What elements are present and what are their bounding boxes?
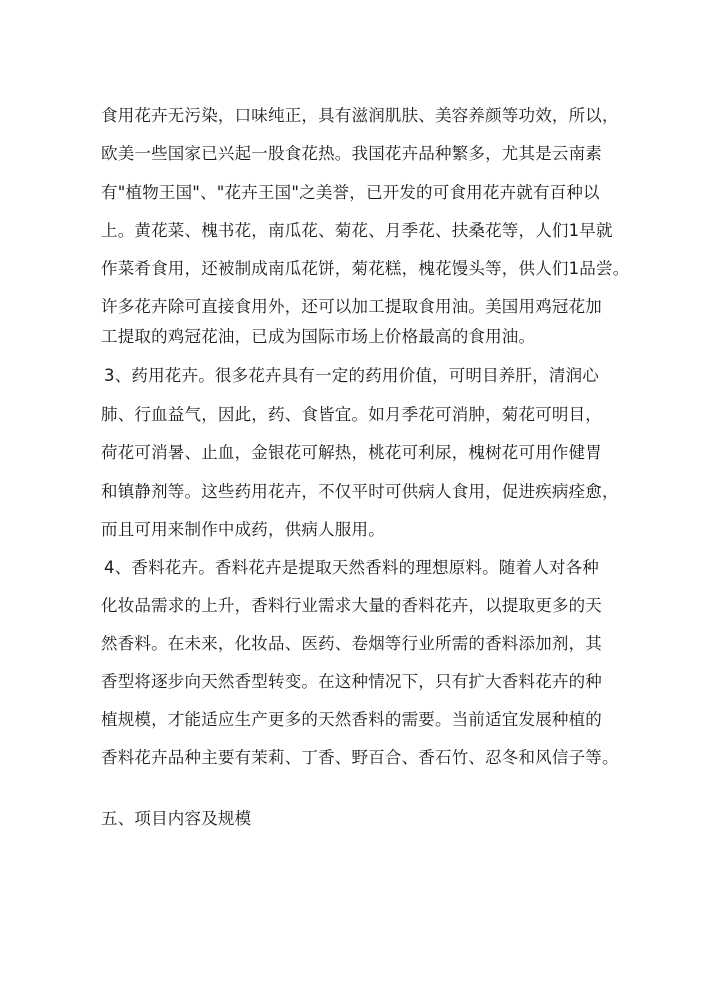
paragraph-1-line-7: 工提取的鸡冠花油，已成为国际市场上价格最高的食用油。: [101, 327, 536, 346]
paragraph-2-line-5: 而且可用来制作中成药，供病人服用。: [101, 520, 385, 539]
section-heading: 五、项目内容及规模: [101, 809, 252, 828]
paragraph-3-line-6: 香料花卉品种主要有茉莉、丁香、野百合、香石竹、忍冬和风信子等。: [101, 748, 619, 767]
paragraph-2-line-1: 3、药用花卉。很多花卉具有一定的药用价值，可明目养肝，清润心: [104, 366, 599, 385]
paragraph-1-line-2: 欧美一些国家已兴起一股食花热。我国花卉品种繁多，尤其是云南素: [101, 144, 602, 163]
paragraph-2-line-4: 和镇静剂等。这些药用花卉，不仅平时可供病人食用，促进疾病痊愈，: [101, 482, 619, 501]
paragraph-1-line-5: 作菜肴食用，还被制成南瓜花饼，菊花糕，槐花馒头等，供人们1品尝。: [101, 259, 630, 278]
paragraph-3-line-4: 香型将逐步向天然香型转变。在这种情况下，只有扩大香料花卉的种: [101, 672, 602, 691]
paragraph-3-line-3: 然香料。在未来，化妆品、医药、卷烟等行业所需的香料添加剂，其: [101, 634, 602, 653]
paragraph-1-line-3: 有"植物王国"、"花卉王国"之美誉，已开发的可食用花卉就有百种以: [101, 183, 600, 202]
paragraph-3-line-5: 植规模，才能适应生产更多的天然香料的需要。当前适宜发展种植的: [101, 710, 602, 729]
paragraph-2-line-2: 肺、行血益气，因此，药、食皆宜。如月季花可消肿，菊花可明目，: [101, 405, 602, 424]
paragraph-3-line-2: 化妆品需求的上升，香料行业需求大量的香料花卉，以提取更多的天: [101, 596, 602, 615]
paragraph-1-line-4: 上。黄花菜、槐书花，南瓜花、菊花、月季花、扶桑花等，人们1早就: [101, 221, 613, 240]
paragraph-1-line-6: 许多花卉除可直接食用外，还可以加工提取食用油。美国用鸡冠花加: [101, 297, 602, 316]
paragraph-1-line-1: 食用花卉无污染，口味纯正，具有滋润肌肤、美容养颜等功效，所以，: [101, 106, 619, 125]
paragraph-2-line-3: 荷花可消暑、止血，金银花可解热，桃花可利尿，槐树花可用作健胃: [101, 443, 602, 462]
paragraph-3-line-1: 4、香料花卉。香料花卉是提取天然香料的理想原料。随着人对各种: [104, 558, 599, 577]
